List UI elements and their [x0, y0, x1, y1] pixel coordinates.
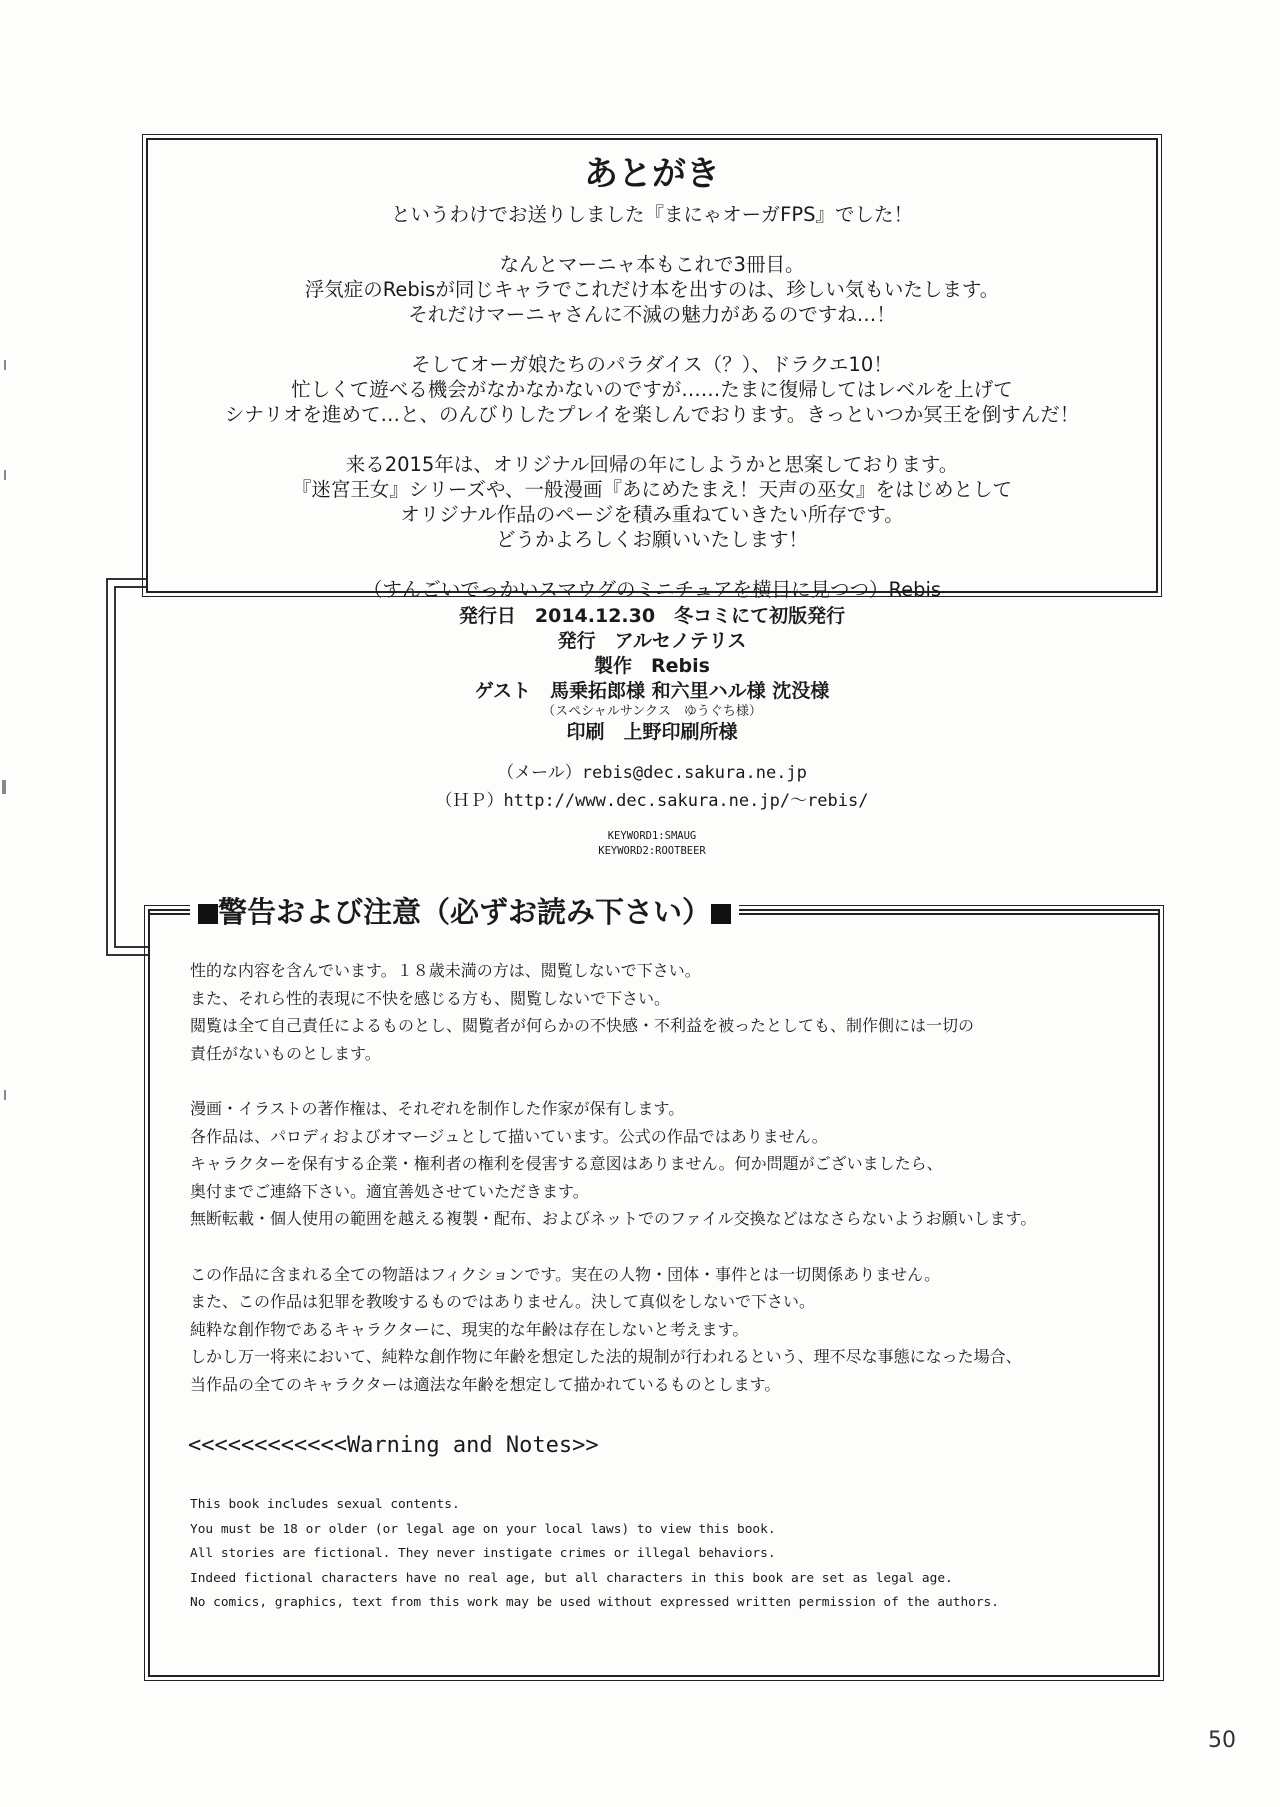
black-square-icon	[198, 904, 218, 924]
warning-line: 責任がないものとします。	[190, 1043, 381, 1063]
afterword-line	[148, 327, 1156, 352]
warning-en-line: All stories are fictional. They never instigate crimes or illegal behaviors.	[190, 1546, 776, 1562]
connector-vertical-inner	[114, 586, 116, 946]
homepage-url: （ＨＰ）http://www.dec.sakura.ne.jp/～rebis/	[435, 791, 869, 811]
title-rule-right	[739, 909, 1160, 915]
warning-line: 性的な内容を含んでいます。１８歳未満の方は、閲覧しないで下さい。	[190, 961, 701, 980]
afterword-line: それだけマーニャさんに不滅の魅力があるのですね…！	[408, 303, 896, 326]
publisher: 発行 アルセノテリス	[557, 630, 747, 652]
afterword-line	[148, 427, 1156, 452]
title-rule-left	[150, 909, 194, 915]
page-number: 50	[1208, 1728, 1236, 1753]
warning-en-line: This book includes sexual contents.	[190, 1497, 460, 1512]
afterword-line	[148, 552, 1156, 577]
warning-header	[150, 892, 1160, 932]
afterword-text	[148, 202, 1156, 602]
warning-box	[148, 909, 1160, 1677]
afterword-line	[148, 227, 1156, 252]
issue-date: 発行日 2014.12.30 冬コミにて初版発行	[458, 605, 846, 627]
afterword-line: シナリオを進めて…と、のんびりしたプレイを楽しんでおります。きっといつか冥王を倒すんだ！	[224, 403, 1080, 426]
keyword-2: KEYWORD2:ROOTBEER	[598, 845, 706, 857]
afterword-line: 来る2015年は、オリジナル回帰の年にしようかと思案しております。	[345, 453, 959, 476]
connector-top-inner	[114, 586, 146, 588]
keyword-1: KEYWORD1:SMAUG	[607, 830, 697, 842]
afterword-line: どうかよろしくお願いいたします！	[495, 528, 808, 551]
connector-bottom-inner	[114, 946, 148, 948]
warning-en-text	[190, 1493, 999, 1616]
warning-line: 純粋な創作物であるキャラクターに、現実的な年齢は存在しないと考えます。	[190, 1319, 749, 1339]
afterword-line: 『迷宮王女』シリーズや、一般漫画『あにめたまえ！天声の巫女』をはじめとして	[291, 478, 1013, 501]
warning-line: 当作品の全てのキャラクターは適法な年齢を想定して描かれているものとします。	[190, 1374, 781, 1394]
warning-line	[190, 1233, 1148, 1261]
scan-mark	[4, 470, 6, 480]
connector-top	[106, 578, 146, 580]
special-thanks: （スペシャルサンクス ゆうぐち様）	[542, 704, 762, 719]
scan-mark	[4, 1090, 6, 1100]
warning-jp-text	[190, 957, 1148, 1399]
production: 製作 Rebis	[594, 655, 710, 677]
warning-line: 各作品は、パロディおよびオマージュとして描いています。公式の作品ではありません。	[190, 1126, 828, 1146]
afterword-line: そしてオーガ娘たちのパラダイス（？）、ドラクエ10！	[411, 353, 893, 376]
printer: 印刷 上野印刷所様	[566, 721, 738, 743]
afterword-title: あとがき	[584, 154, 720, 194]
guests: ゲスト 馬乗拓郎様 和六里ハル様 沈没様	[474, 680, 830, 702]
warning-en-title: <<<<<<<<<<<<Warning and Notes>>	[188, 1433, 599, 1458]
afterword-line: オリジナル作品のページを積み重ねていきたい所存です。	[400, 503, 904, 526]
afterword-line: というわけでお送りしました『まにゃオーガFPS』でした！	[390, 203, 914, 226]
warning-title-text: 警告および注意（必ずお読み下さい）	[218, 895, 712, 929]
warning-line: また、それら性的表現に不快を感じる方も、閲覧しないで下さい。	[190, 988, 671, 1008]
warning-line: しかし万一将来において、純粋な創作物に年齢を想定した法的規制が行われるという、理不尽な事態になった場合、	[190, 1347, 1022, 1367]
warning-line: 奥付までご連絡下さい。適宜善処させていただきます。	[190, 1181, 589, 1201]
warning-en-line: Indeed fictional characters have no real age, but all characters in this book are set as legal age.	[190, 1570, 953, 1586]
warning-line: 無断転載・個人使用の範囲を越える複製・配布、およびネットでのファイル交換などはなさらないようお願いします。	[190, 1209, 1037, 1229]
connector-vertical	[106, 578, 108, 954]
warning-line: キャラクターを保有する企業・権利者の権利を侵害する意図はありません。何か問題がございましたら、	[190, 1154, 943, 1174]
colophon	[146, 604, 1158, 859]
warning-en-line: No comics, graphics, text from this work may be used without expressed written permission of the authors.	[190, 1595, 999, 1611]
warning-line: また、この作品は犯罪を教唆するものではありません。決して真似をしないで下さい。	[190, 1292, 815, 1312]
afterword-box	[146, 138, 1158, 601]
warning-line	[190, 1067, 1148, 1095]
warning-line: 閲覧は全て自己責任によるものとし、閲覧者が何らかの不快感・不利益を被ったとしても、制作側には一切の	[190, 1016, 975, 1036]
afterword-line: 浮気症のRebisが同じキャラでこれだけ本を出すのは、珍しい気もいたします。	[304, 278, 1000, 301]
afterword-line: なんとマーニャ本もこれで3冊目。	[499, 253, 805, 276]
warning-en-line: You must be 18 or older (or legal age on your local laws) to view this book.	[190, 1521, 776, 1537]
scan-mark	[2, 780, 6, 794]
scan-mark	[4, 360, 6, 370]
warning-line: 漫画・イラストの著作権は、それぞれを制作した作家が保有します。	[190, 1098, 685, 1118]
warning-line: この作品に含まれる全ての物語はフィクションです。実在の人物・団体・事件とは一切関係ありません。	[190, 1264, 941, 1284]
warning-title	[190, 892, 739, 932]
afterword-signature: （すんごいでっかいスマウグのミニチュアを横目に見つつ）Rebis	[362, 578, 942, 601]
afterword-line: 忙しくて遊べる機会がなかなかないのですが……たまに復帰してはレベルを上げて	[291, 378, 1013, 401]
mail-address: （メール）rebis@dec.sakura.ne.jp	[497, 763, 807, 783]
black-square-icon	[711, 904, 731, 924]
connector-bottom	[106, 954, 148, 956]
